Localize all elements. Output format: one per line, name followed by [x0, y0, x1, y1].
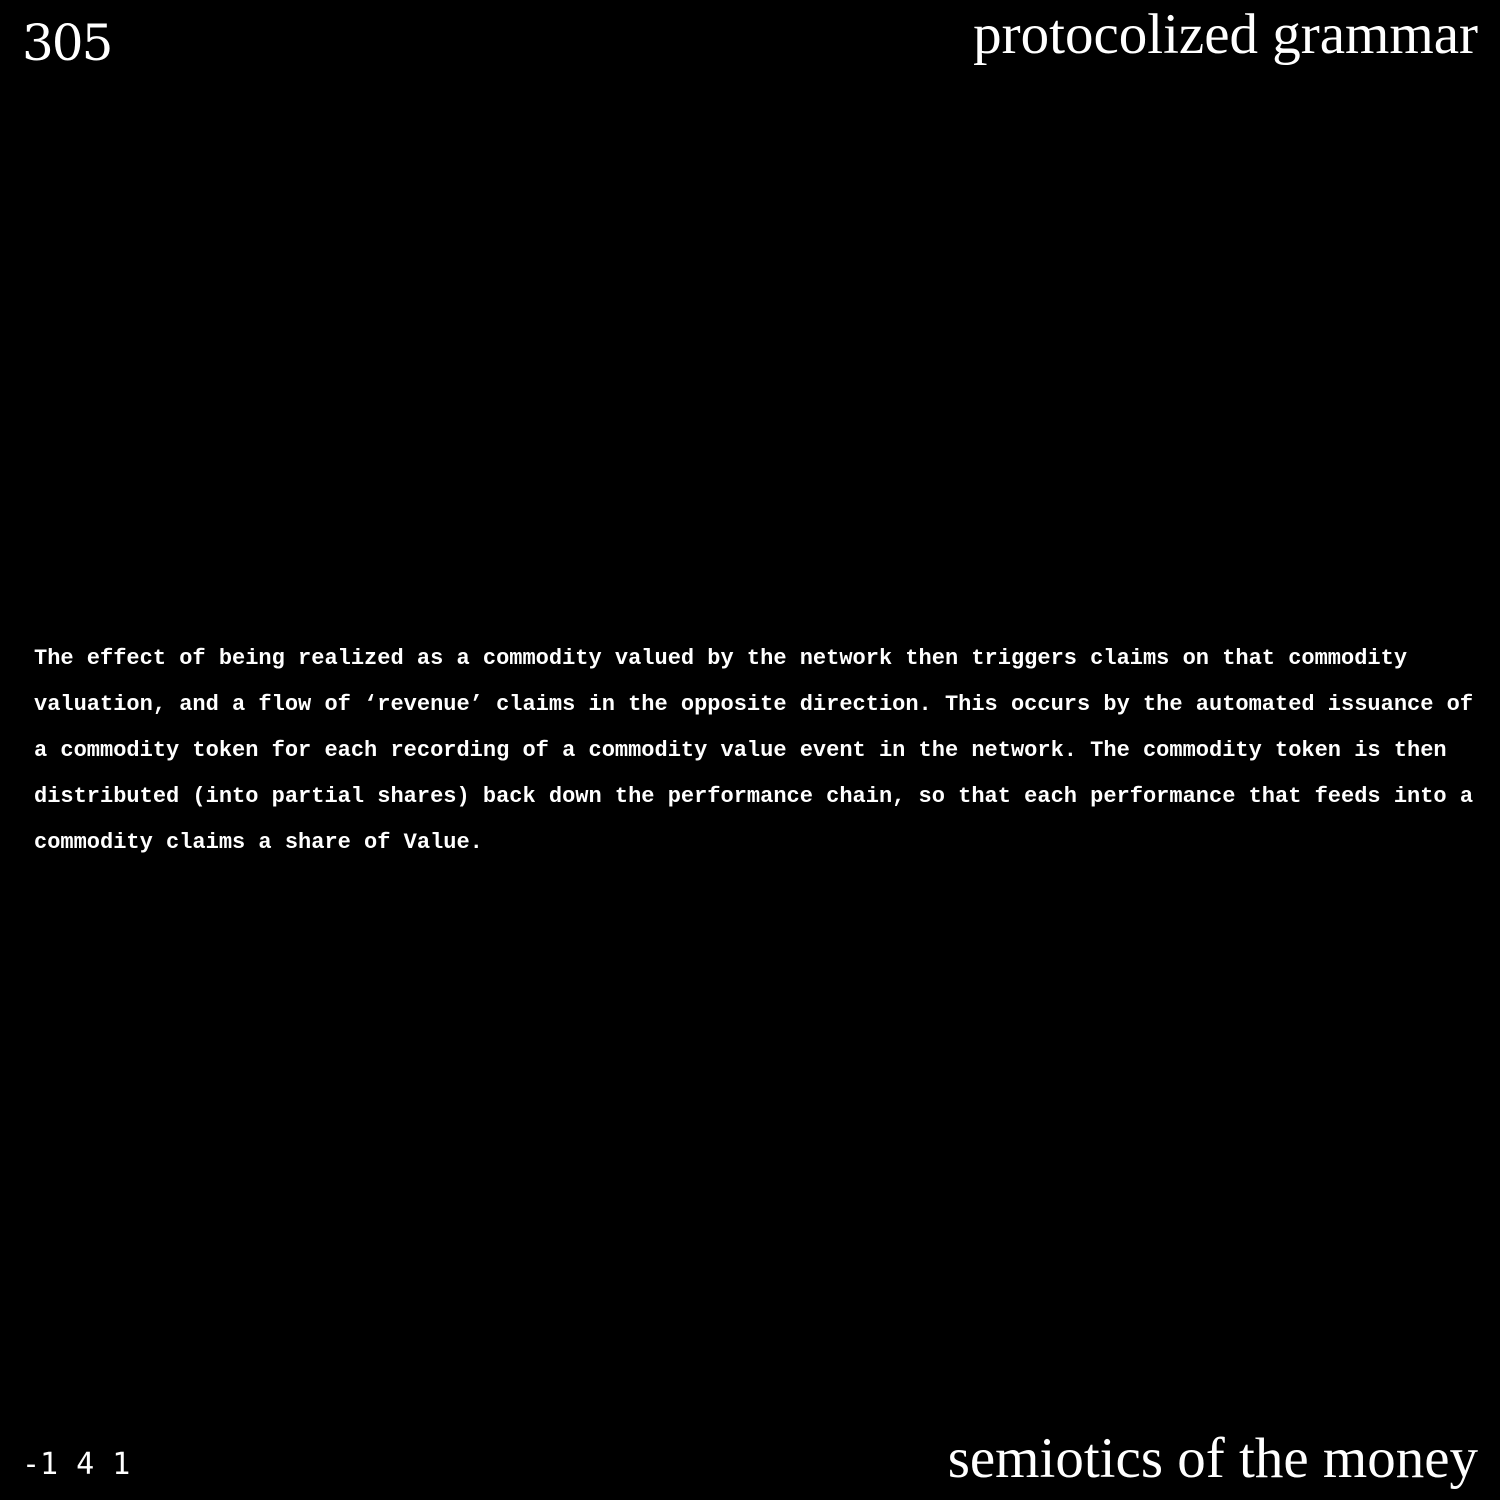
- page-number: 305: [22, 14, 112, 72]
- footer-subtitle: semiotics of the money: [947, 1427, 1478, 1490]
- footer-code: -1 4 1: [22, 1447, 131, 1482]
- body-paragraph: The effect of being realized as a commodity valued by the network then triggers claims on that commodity valuation, and a flow of ‘revenue’ claims in the opposite direction. This occurs by the automated issuance of a commodity token for each recording of a commodity value event in the network. The commodity token is then distributed (into partial shares) back down the performance chain, so that each performance that feeds into a commodity claims a share of Value.: [34, 646, 1474, 855]
- page-title: protocolized grammar: [973, 3, 1478, 66]
